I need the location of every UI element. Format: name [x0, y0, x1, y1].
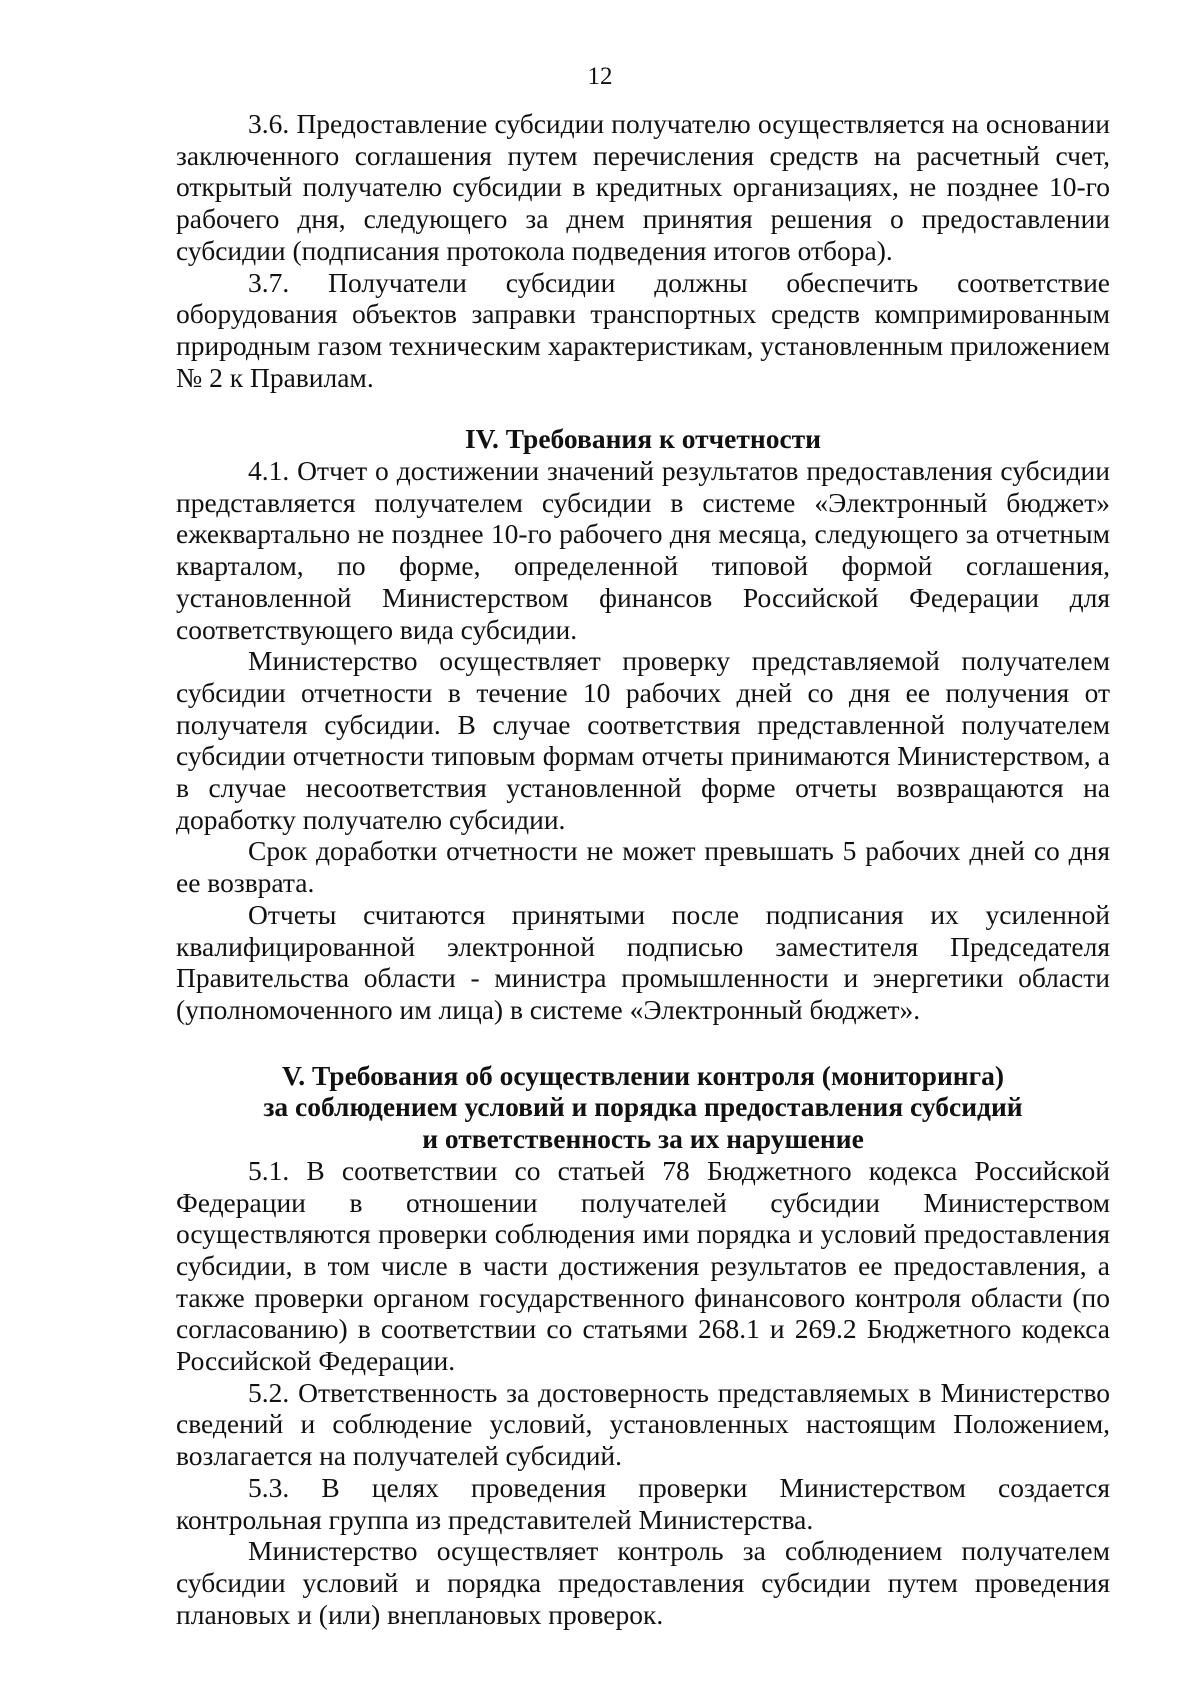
section-5-heading: [176, 1060, 1110, 1155]
paragraph-5-2: 5.2. Ответственность за достоверность представляемых в Министерство сведений и соблюдение условий, установленных настоящим Положением, возлагается на получателей субсидий.: [176, 1376, 1110, 1472]
section-5-heading-line: и ответственность за их нарушение: [422, 1123, 864, 1155]
section-5-heading-line: за соблюдением условий и порядка предоставления субсидий: [263, 1091, 1023, 1123]
paragraph-3-7: 3.7. Получатели субсидии должны обеспечить соответствие оборудования объектов заправки транспортных средств компримированным природным газом техническим характеристикам, установленным приложением № 2 к Правилам.: [176, 266, 1110, 393]
paragraph-4-1: 4.1. Отчет о достижении значений результатов предоставления субсидии представляется получателем субсидии в системе «Электронный бюджет» ежеквартально не позднее 10-го рабочего дня месяца, следующего за отчетным кварталом, по форме, определенной типовой формой соглашения, установленной Министерством финансов Российской Федерации для соответствующего вида субсидии.: [176, 455, 1110, 645]
paragraph-5-3: 5.3. В целях проведения проверки Министерством создается контрольная группа из представителей Министерства.: [176, 1471, 1110, 1535]
paragraph-reports-accepted: Отчеты считаются принятыми после подписания их усиленной квалифицированной электронной подписью заместителя Председателя Правительства области - министра промышленности и энергетики области (уполномоченного им лица) в системе «Электронный бюджет».: [176, 898, 1110, 1025]
page-number: 12: [587, 63, 613, 90]
section-5-heading-line: V. Требования об осуществлении контроля (мониторинга): [281, 1059, 1005, 1091]
paragraph-5-1: 5.1. В соответствии со статьей 78 Бюджетного кодекса Российской Федерации в отношении получателей субсидии Министерством осуществляются проверки соблюдения ими порядка и условий предоставления субсидии, в том числе в части достижения результатов ее предоставления, а также проверки органом государственного финансового контроля области (по согласованию) в соответствии со статьями 268.1 и 269.2 Бюджетного кодекса Российской Федерации.: [176, 1154, 1110, 1377]
paragraph-control: Министерство осуществляет контроль за соблюдением получателем субсидии условий и порядка предоставления субсидии путем проведения плановых и (или) внеплановых проверок.: [176, 1535, 1110, 1630]
document-body: [176, 108, 1110, 1630]
section-4-heading: IV. Требования к отчетности: [464, 423, 822, 455]
paragraph-verification: Министерство осуществляет проверку представляемой получателем субсидии отчетности в течение 10 рабочих дней со дня ее получения от получателя субсидии. В случае соответствия представленной получателем субсидии отчетности типовым формам отчеты принимаются Министерством, а в случае несоответствия установленной форме отчеты возвращаются на доработку получателю субсидии.: [176, 645, 1110, 835]
paragraph-revision-term: Срок доработки отчетности не может превышать 5 рабочих дней со дня ее возврата.: [176, 835, 1110, 899]
paragraph-3-6: 3.6. Предоставление субсидии получателю осуществляется на основании заключенного соглашения путем перечисления средств на расчетный счет, открытый получателю субсидии в кредитных организациях, не позднее 10-го рабочего дня, следующего за днем принятия решения о предоставлении субсидии (подписания протокола подведения итогов отбора).: [176, 108, 1110, 266]
